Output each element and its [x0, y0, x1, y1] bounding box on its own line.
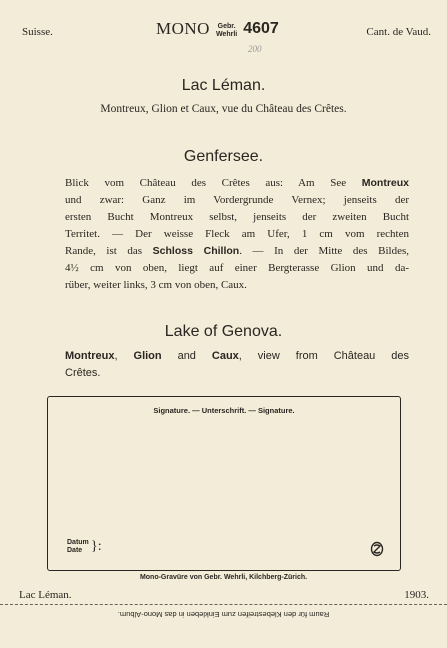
- german-title: Genfersee.: [183, 148, 264, 165]
- signature-label: Signature. — Unterschrift. — Signature.: [153, 406, 295, 415]
- french-title: Lac Léman.: [181, 77, 266, 94]
- header-canton: Cant. de Vaud.: [366, 26, 431, 38]
- english-line: Crêtes.: [65, 367, 101, 379]
- cut-divider: [0, 604, 447, 605]
- header-publisher: [216, 23, 237, 39]
- german-description: [65, 175, 409, 294]
- german-line: Territet. — Der weisse Fleck am Ufer, 1 cm vom rechten: [65, 228, 409, 240]
- english-title: Lake of Genova.: [164, 323, 283, 340]
- german-line: 4½ cm von oben, liegt auf einer Bergterasse Glion und da-: [65, 262, 409, 274]
- footer-title: Lac Léman.: [19, 589, 72, 601]
- photo-mount-box: [47, 396, 401, 571]
- german-line: rüber, weiter links, 3 cm von oben, Caux.: [65, 279, 247, 291]
- footer-year: 1903.: [404, 589, 429, 601]
- publisher-emblem-icon: [370, 541, 384, 557]
- header-brand: MONO: [156, 19, 210, 38]
- german-line: Blick vom Château des Crêtes aus: Am See Montreux: [65, 177, 409, 189]
- header-country: Suisse.: [22, 26, 53, 38]
- album-strip-note: Raum für den Klebestreifen zum Einkleben in das Mono-Album.: [117, 610, 330, 619]
- german-line: Rande, ist das Schloss Chillon. — In der Mitte des Bildes,: [65, 245, 409, 257]
- german-line: ersten Bucht Montreux selbst, jenseits der zweiten Bucht: [65, 211, 409, 223]
- header-gebr-line1: Gebr.: [217, 23, 236, 30]
- english-description: [65, 348, 409, 382]
- date-label: Datum Date: [67, 539, 89, 554]
- header-brand-block: [156, 19, 279, 39]
- header-card-number: 4607: [243, 20, 279, 37]
- header-gebr-line2: Wehrli: [215, 31, 238, 38]
- german-line: und zwar: Ganz im Vordergrunde Vernex; jenseits der: [65, 194, 409, 206]
- english-line: Montreux, Glion and Caux, view from Château des: [65, 350, 409, 362]
- engraver-credit: Mono-Gravüre von Gebr. Wehrli, Kilchberg-Zürich.: [139, 574, 308, 581]
- date-brace: }:: [91, 539, 102, 554]
- french-subtitle: Montreux, Glion et Caux, vue du Château des Crêtes.: [100, 103, 347, 115]
- pencil-annotation: 200: [248, 44, 262, 54]
